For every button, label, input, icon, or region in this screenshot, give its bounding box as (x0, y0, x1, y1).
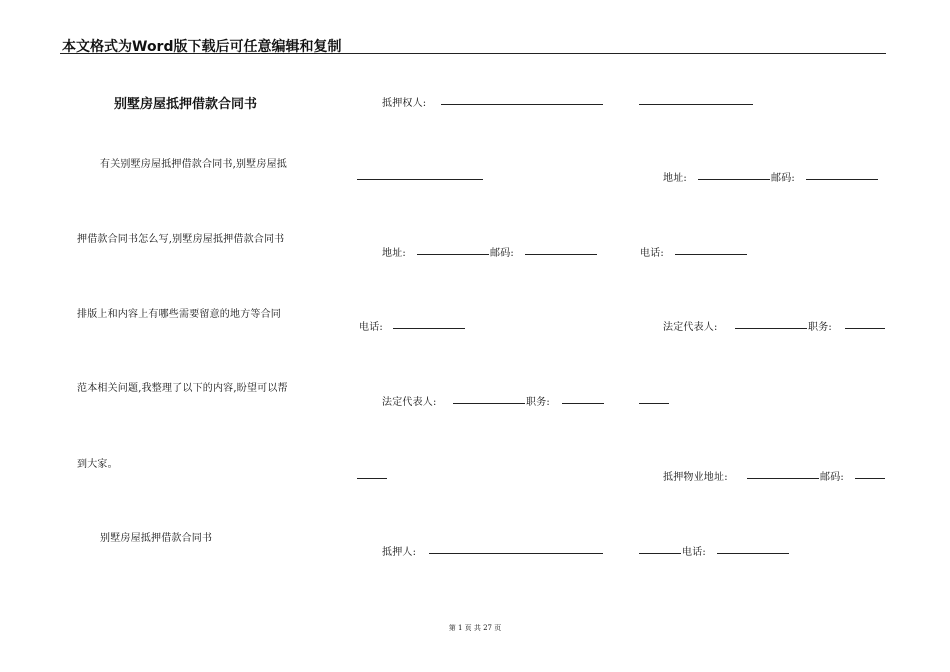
phone-blank (393, 328, 465, 329)
header-divider (60, 53, 886, 54)
mortgagor-blank-continued (639, 553, 681, 554)
postcode-label: 邮码: (490, 248, 514, 259)
position-label: 职务: (808, 322, 832, 333)
paragraph-line: 押借款合同书怎么写,别墅房屋抵押借款合同书 (77, 234, 285, 245)
mortgagee-label: 抵押权人: (382, 98, 427, 109)
page-number: 第 1 页 共 27 页 (448, 624, 502, 632)
paragraph-line: 排版上和内容上有哪些需要留意的地方等合同 (77, 309, 281, 320)
paragraph-line: 有关别墅房屋抵押借款合同书,别墅房屋抵 (100, 159, 287, 170)
paragraph-line: 范本相关问题,我整理了以下的内容,盼望可以帮 (77, 383, 288, 394)
mortgagee-blank-continued (357, 179, 483, 180)
paragraph-line: 到大家。 (77, 459, 118, 470)
mortgagee-blank (441, 104, 603, 105)
section-heading: 别墅房屋抵押借款合同书 (100, 533, 213, 544)
address-label: 地址: (663, 173, 687, 184)
phone-blank (675, 254, 747, 255)
postcode-blank (806, 179, 878, 180)
mortgagor-label: 抵押人: (382, 547, 417, 558)
postcode-blank (855, 478, 885, 479)
address-blank (698, 179, 770, 180)
property-address-label: 抵押物业地址: (663, 472, 728, 483)
address-blank (417, 254, 489, 255)
legal-rep-label: 法定代表人: (382, 397, 437, 408)
position-label: 职务: (526, 397, 550, 408)
postcode-label: 邮码: (820, 472, 844, 483)
document-header: 本文格式为Word版下载后可任意编辑和复制 (62, 39, 342, 55)
phone-label: 电话: (640, 248, 664, 259)
phone-label: 电话: (359, 322, 383, 333)
postcode-blank (525, 254, 597, 255)
document-title: 别墅房屋抵押借款合同书 (114, 97, 258, 112)
position-blank (562, 403, 604, 404)
legal-rep-blank (735, 328, 807, 329)
position-blank (845, 328, 885, 329)
property-address-blank (747, 478, 819, 479)
mortgagor-blank (429, 553, 603, 554)
phone-label: 电话: (682, 547, 706, 558)
address-label: 地址: (382, 248, 406, 259)
postcode-label: 邮码: (771, 173, 795, 184)
legal-rep-blank (453, 403, 525, 404)
position-blank-continued (357, 478, 387, 479)
mortgagee-blank-continued (639, 104, 753, 105)
position-blank-continued (639, 403, 669, 404)
legal-rep-label: 法定代表人: (663, 322, 718, 333)
phone-blank (717, 553, 789, 554)
